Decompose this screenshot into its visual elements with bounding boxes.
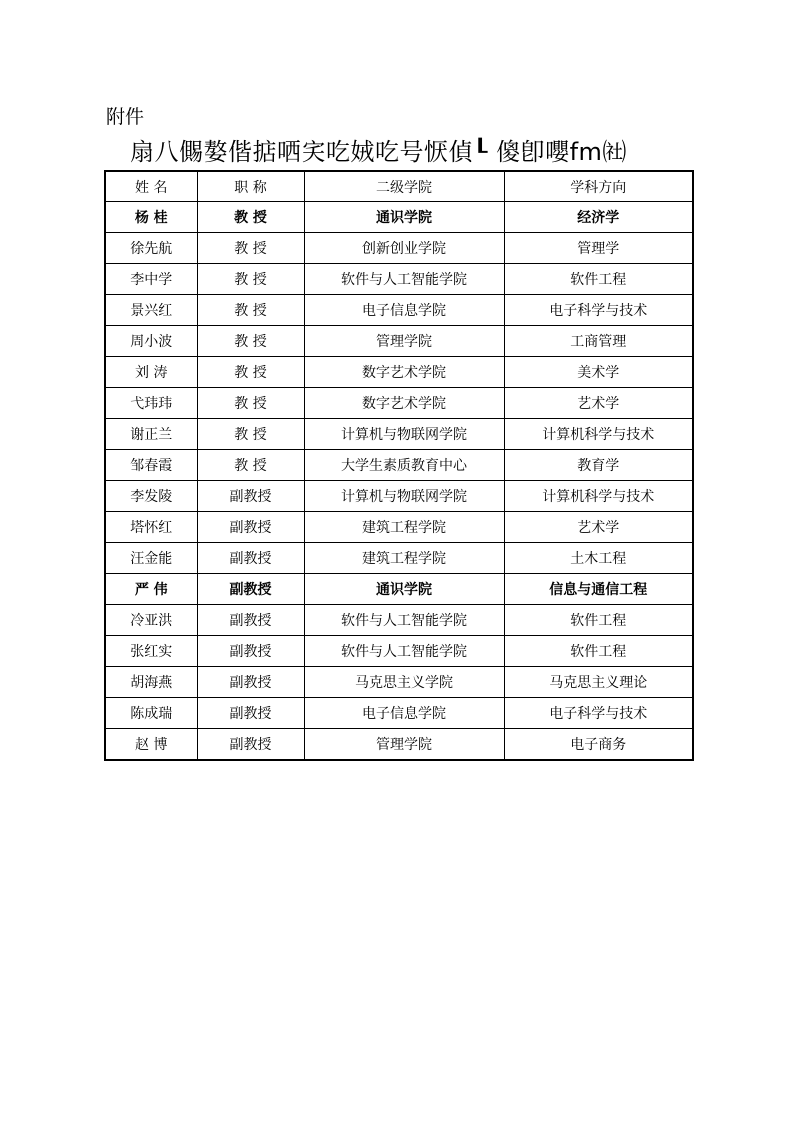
table-body xyxy=(105,202,693,761)
cell-name: 塔怀红 xyxy=(105,512,197,543)
cell-discipline: 美术学 xyxy=(504,357,693,388)
header-title: 职 称 xyxy=(197,171,304,202)
cell-college: 大学生素质教育中心 xyxy=(304,450,504,481)
attachment-label: 附件 xyxy=(106,106,145,128)
cell-title: 副教授 xyxy=(197,605,304,636)
table-row xyxy=(105,202,693,233)
header-college: 二级学院 xyxy=(304,171,504,202)
cell-name: 杨 桂 xyxy=(105,202,197,233)
cell-name: 汪金能 xyxy=(105,543,197,574)
cell-title: 副教授 xyxy=(197,512,304,543)
cell-college: 计算机与物联网学院 xyxy=(304,481,504,512)
cell-college: 管理学院 xyxy=(304,729,504,761)
table-row xyxy=(105,574,693,605)
cell-title: 教 授 xyxy=(197,419,304,450)
cell-college: 电子信息学院 xyxy=(304,295,504,326)
cell-title: 教 授 xyxy=(197,295,304,326)
table-row xyxy=(105,543,693,574)
table-row xyxy=(105,295,693,326)
cell-discipline: 电子科学与技术 xyxy=(504,698,693,729)
cell-college: 数字艺术学院 xyxy=(304,388,504,419)
cell-title: 教 授 xyxy=(197,357,304,388)
table-row xyxy=(105,636,693,667)
table-row xyxy=(105,357,693,388)
table-header-row xyxy=(105,171,693,202)
cell-name: 徐先航 xyxy=(105,233,197,264)
cell-college: 计算机与物联网学院 xyxy=(304,419,504,450)
cell-college: 创新创业学院 xyxy=(304,233,504,264)
staff-table xyxy=(104,170,694,761)
table-row xyxy=(105,264,693,295)
table-row xyxy=(105,512,693,543)
cell-discipline: 电子科学与技术 xyxy=(504,295,693,326)
table-row xyxy=(105,233,693,264)
cell-name: 景兴红 xyxy=(105,295,197,326)
cell-title: 教 授 xyxy=(197,202,304,233)
cell-college: 软件与人工智能学院 xyxy=(304,605,504,636)
cell-name: 严 伟 xyxy=(105,574,197,605)
cell-name: 陈成瑞 xyxy=(105,698,197,729)
cell-college: 软件与人工智能学院 xyxy=(304,264,504,295)
cell-discipline: 软件工程 xyxy=(504,264,693,295)
cell-discipline: 工商管理 xyxy=(504,326,693,357)
cell-title: 副教授 xyxy=(197,729,304,761)
cell-title: 副教授 xyxy=(197,543,304,574)
cell-title: 教 授 xyxy=(197,233,304,264)
cell-college: 建筑工程学院 xyxy=(304,512,504,543)
table-row xyxy=(105,698,693,729)
cell-title: 教 授 xyxy=(197,450,304,481)
cell-name: 谢正兰 xyxy=(105,419,197,450)
cell-discipline: 电子商务 xyxy=(504,729,693,761)
cell-discipline: 信息与通信工程 xyxy=(504,574,693,605)
header-discipline: 学科方向 xyxy=(504,171,693,202)
table-row xyxy=(105,481,693,512)
cell-name: 弋玮玮 xyxy=(105,388,197,419)
cell-discipline: 教育学 xyxy=(504,450,693,481)
cell-name: 刘 涛 xyxy=(105,357,197,388)
cell-discipline: 软件工程 xyxy=(504,605,693,636)
cell-name: 冷亚洪 xyxy=(105,605,197,636)
cell-college: 通识学院 xyxy=(304,574,504,605)
header-name: 姓 名 xyxy=(105,171,197,202)
cell-discipline: 管理学 xyxy=(504,233,693,264)
cell-name: 李中学 xyxy=(105,264,197,295)
cell-name: 赵 博 xyxy=(105,729,197,761)
cell-title: 副教授 xyxy=(197,636,304,667)
cell-college: 数字艺术学院 xyxy=(304,357,504,388)
cell-name: 张红实 xyxy=(105,636,197,667)
cell-college: 软件与人工智能学院 xyxy=(304,636,504,667)
cell-discipline: 马克思主义理论 xyxy=(504,667,693,698)
cell-title: 教 授 xyxy=(197,326,304,357)
cell-title: 副教授 xyxy=(197,698,304,729)
table-row xyxy=(105,605,693,636)
cell-name: 李发陵 xyxy=(105,481,197,512)
table-row xyxy=(105,388,693,419)
table-row xyxy=(105,419,693,450)
cell-title: 教 授 xyxy=(197,388,304,419)
table-row xyxy=(105,667,693,698)
table-row xyxy=(105,729,693,761)
cell-title: 副教授 xyxy=(197,481,304,512)
cell-discipline: 软件工程 xyxy=(504,636,693,667)
cell-college: 马克思主义学院 xyxy=(304,667,504,698)
cell-discipline: 计算机科学与技术 xyxy=(504,419,693,450)
table-row xyxy=(105,326,693,357)
cell-discipline: 计算机科学与技术 xyxy=(504,481,693,512)
cell-title: 教 授 xyxy=(197,264,304,295)
cell-title: 副教授 xyxy=(197,667,304,698)
cell-name: 邹春霞 xyxy=(105,450,197,481)
cell-college: 通识学院 xyxy=(304,202,504,233)
cell-discipline: 经济学 xyxy=(504,202,693,233)
cell-college: 建筑工程学院 xyxy=(304,543,504,574)
cell-name: 周小波 xyxy=(105,326,197,357)
cell-title: 副教授 xyxy=(197,574,304,605)
cell-college: 管理学院 xyxy=(304,326,504,357)
document-title: 扇八儩嫯偕掂哂宎吃娀吃号恹偵┖ 傻卽嚶fm㈳ xyxy=(130,138,627,166)
table-row xyxy=(105,450,693,481)
cell-discipline: 艺术学 xyxy=(504,388,693,419)
cell-name: 胡海燕 xyxy=(105,667,197,698)
cell-discipline: 艺术学 xyxy=(504,512,693,543)
cell-discipline: 土木工程 xyxy=(504,543,693,574)
cell-college: 电子信息学院 xyxy=(304,698,504,729)
